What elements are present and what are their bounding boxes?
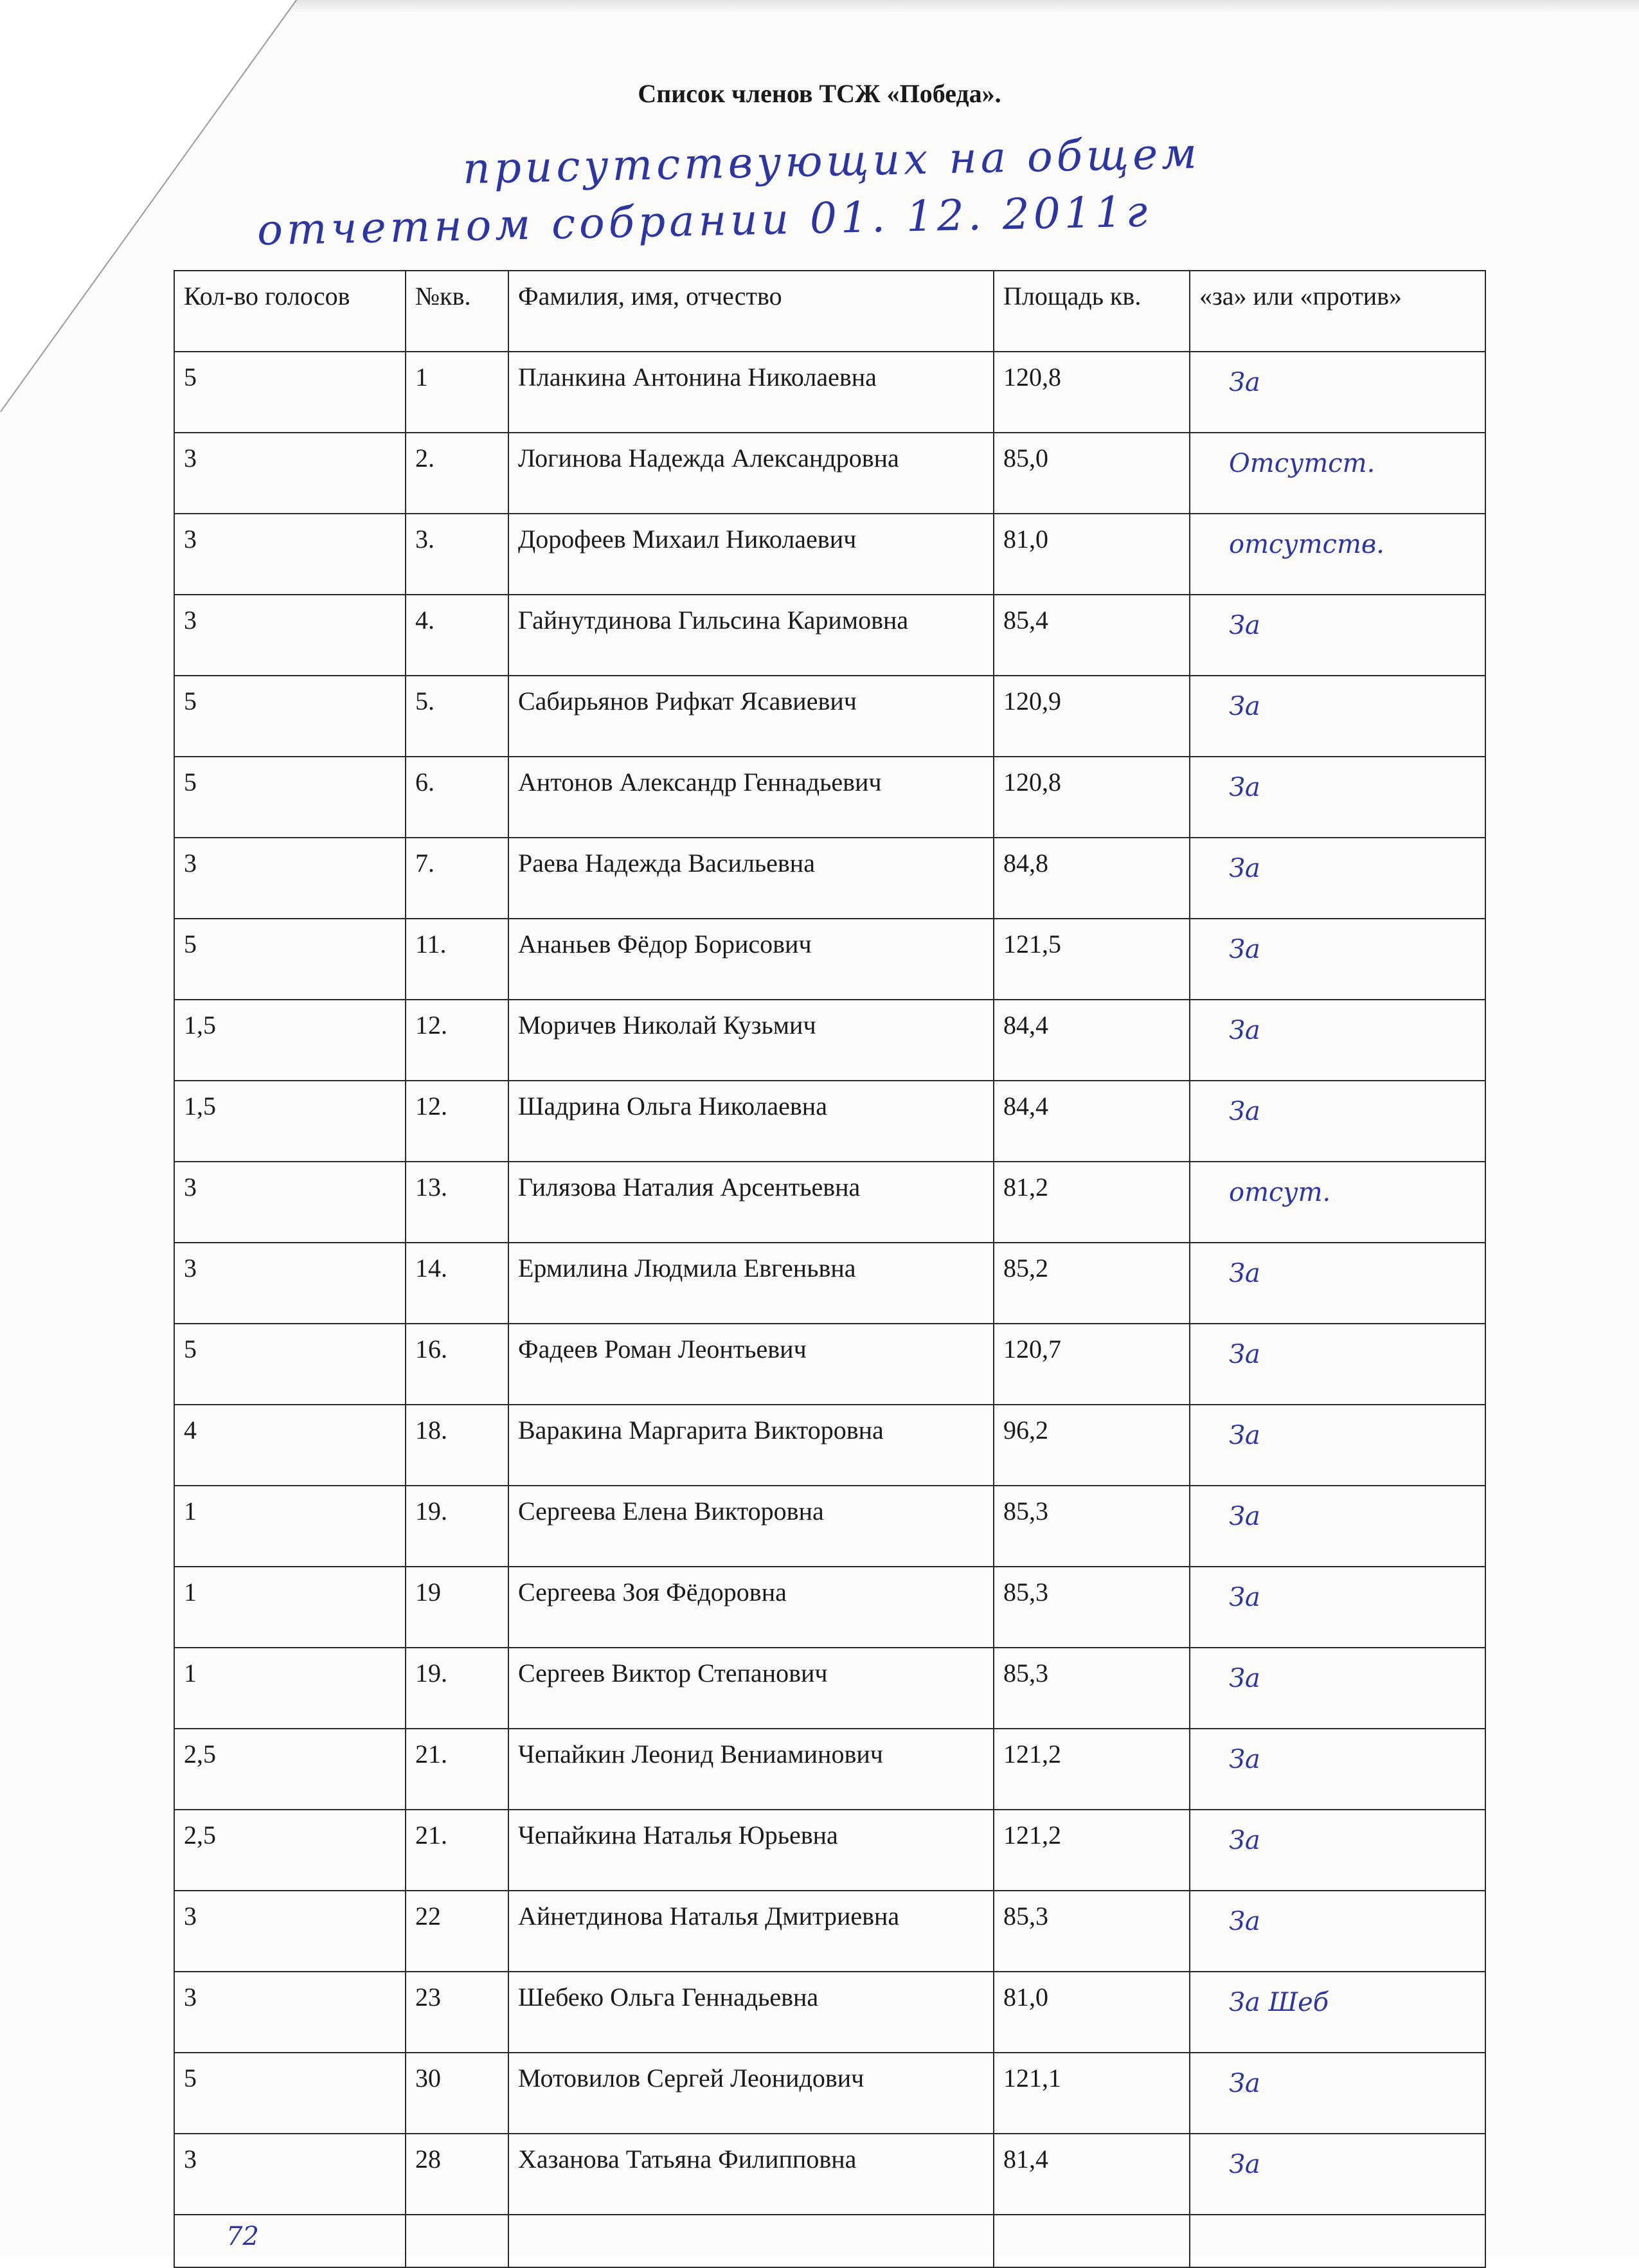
apartment-cell: 21. <box>406 1810 508 1891</box>
votes-cell: 5 <box>174 352 406 433</box>
area-cell: 121,5 <box>994 919 1190 1000</box>
vote-cell: За <box>1190 352 1485 433</box>
name-cell: Шадрина Ольга Николаевна <box>508 1081 994 1162</box>
area-cell: 84,4 <box>994 1000 1190 1081</box>
vote-cell: За <box>1190 919 1485 1000</box>
vote-cell: За <box>1190 1567 1485 1648</box>
header-votes: Кол-во голосов <box>174 271 406 352</box>
area-cell: 81,0 <box>994 514 1190 595</box>
area-cell: 85,4 <box>994 595 1190 676</box>
name-cell: Гайнутдинова Гильсина Каримовна <box>508 595 994 676</box>
name-cell: Сабирьянов Рифкат Ясавиевич <box>508 676 994 757</box>
vote-cell: За <box>1190 1486 1485 1567</box>
votes-cell: 3 <box>174 838 406 919</box>
vote-cell: За <box>1190 2053 1485 2134</box>
table-row <box>174 1405 1485 1486</box>
apartment-cell: 30 <box>406 2053 508 2134</box>
vote-cell: Отсутст. <box>1190 433 1485 514</box>
votes-cell: 2,5 <box>174 1810 406 1891</box>
name-cell: Варакина Маргарита Викторовна <box>508 1405 994 1486</box>
votes-cell: 3 <box>174 514 406 595</box>
vote-cell: отсут. <box>1190 1162 1485 1243</box>
votes-cell: 3 <box>174 1243 406 1324</box>
total-votes-cell: 72 <box>174 2215 406 2267</box>
apartment-cell: 3. <box>406 514 508 595</box>
apartment-cell: 19. <box>406 1648 508 1729</box>
name-cell: Дорофеев Михаил Николаевич <box>508 514 994 595</box>
table-row <box>174 676 1485 757</box>
apartment-cell: 23 <box>406 1972 508 2053</box>
vote-cell: За Шеб <box>1190 1972 1485 2053</box>
area-cell: 81,0 <box>994 1972 1190 2053</box>
table-body <box>174 352 1485 2267</box>
empty-cell <box>1190 2215 1485 2267</box>
table-row <box>174 1648 1485 1729</box>
votes-cell: 1,5 <box>174 1000 406 1081</box>
header-area: Площадь кв. <box>994 271 1190 352</box>
table-row <box>174 2053 1485 2134</box>
name-cell: Моричев Николай Кузьмич <box>508 1000 994 1081</box>
table-row <box>174 1324 1485 1405</box>
table-row <box>174 1000 1485 1081</box>
votes-cell: 5 <box>174 757 406 838</box>
apartment-cell: 21. <box>406 1729 508 1810</box>
area-cell: 120,7 <box>994 1324 1190 1405</box>
area-cell: 84,4 <box>994 1081 1190 1162</box>
name-cell: Логинова Надежда Александровна <box>508 433 994 514</box>
name-cell: Фадеев Роман Леонтьевич <box>508 1324 994 1405</box>
votes-cell: 1,5 <box>174 1081 406 1162</box>
apartment-cell: 13. <box>406 1162 508 1243</box>
vote-cell: За <box>1190 1243 1485 1324</box>
apartment-cell: 16. <box>406 1324 508 1405</box>
vote-cell: отсутств. <box>1190 514 1485 595</box>
votes-cell: 3 <box>174 595 406 676</box>
area-cell: 85,3 <box>994 1486 1190 1567</box>
document-title: Список членов ТСЖ «Победа». <box>638 79 1001 108</box>
apartment-cell: 2. <box>406 433 508 514</box>
vote-cell: За <box>1190 1648 1485 1729</box>
vote-cell: За <box>1190 1810 1485 1891</box>
name-cell: Айнетдинова Наталья Дмитриевна <box>508 1891 994 1972</box>
table-row <box>174 2134 1485 2215</box>
votes-cell: 1 <box>174 1648 406 1729</box>
votes-cell: 5 <box>174 1324 406 1405</box>
members-table <box>174 270 1486 2268</box>
apartment-cell: 7. <box>406 838 508 919</box>
votes-cell: 2,5 <box>174 1729 406 1810</box>
name-cell: Антонов Александр Геннадьевич <box>508 757 994 838</box>
votes-cell: 5 <box>174 919 406 1000</box>
name-cell: Ермилина Людмила Евгеньвна <box>508 1243 994 1324</box>
header-apartment: №кв. <box>406 271 508 352</box>
name-cell: Планкина Антонина Николаевна <box>508 352 994 433</box>
votes-cell: 3 <box>174 1162 406 1243</box>
name-cell: Хазанова Татьяна Филипповна <box>508 2134 994 2215</box>
name-cell: Гилязова Наталия Арсентьевна <box>508 1162 994 1243</box>
votes-cell: 5 <box>174 676 406 757</box>
area-cell: 121,2 <box>994 1810 1190 1891</box>
area-cell: 121,1 <box>994 2053 1190 2134</box>
apartment-cell: 19. <box>406 1486 508 1567</box>
apartment-cell: 4. <box>406 595 508 676</box>
area-cell: 85,2 <box>994 1243 1190 1324</box>
table-row <box>174 1972 1485 2053</box>
apartment-cell: 12. <box>406 1081 508 1162</box>
area-cell: 84,8 <box>994 838 1190 919</box>
apartment-cell: 14. <box>406 1243 508 1324</box>
vote-cell: За <box>1190 1000 1485 1081</box>
apartment-cell: 1 <box>406 352 508 433</box>
handwritten-heading-line-2: отчетном собрании 01. 12. 2011г <box>256 186 1152 255</box>
name-cell: Сергеева Зоя Фёдоровна <box>508 1567 994 1648</box>
name-cell: Сергеев Виктор Степанович <box>508 1648 994 1729</box>
votes-cell: 3 <box>174 2134 406 2215</box>
area-cell: 81,2 <box>994 1162 1190 1243</box>
table-row <box>174 1162 1485 1243</box>
votes-cell: 1 <box>174 1567 406 1648</box>
area-cell: 120,8 <box>994 757 1190 838</box>
table-row <box>174 919 1485 1000</box>
votes-cell: 3 <box>174 433 406 514</box>
area-cell: 85,3 <box>994 1567 1190 1648</box>
vote-cell: За <box>1190 838 1485 919</box>
area-cell: 85,0 <box>994 433 1190 514</box>
table-row <box>174 1243 1485 1324</box>
table-row <box>174 757 1485 838</box>
vote-cell: За <box>1190 1324 1485 1405</box>
vote-cell: За <box>1190 1081 1485 1162</box>
table-row <box>174 1486 1485 1567</box>
area-cell: 96,2 <box>994 1405 1190 1486</box>
area-cell: 81,4 <box>994 2134 1190 2215</box>
area-cell: 120,8 <box>994 352 1190 433</box>
header-vote: «за» или «против» <box>1190 271 1485 352</box>
vote-cell: За <box>1190 1405 1485 1486</box>
empty-cell <box>508 2215 994 2267</box>
apartment-cell: 12. <box>406 1000 508 1081</box>
vote-cell: За <box>1190 757 1485 838</box>
apartment-cell: 6. <box>406 757 508 838</box>
table-row <box>174 1891 1485 1972</box>
apartment-cell: 22 <box>406 1891 508 1972</box>
votes-cell: 4 <box>174 1405 406 1486</box>
area-cell: 120,9 <box>994 676 1190 757</box>
table-row <box>174 1810 1485 1891</box>
votes-cell: 5 <box>174 2053 406 2134</box>
table-total-row <box>174 2215 1485 2267</box>
name-cell: Сергеева Елена Викторовна <box>508 1486 994 1567</box>
votes-cell: 3 <box>174 1891 406 1972</box>
apartment-cell: 11. <box>406 919 508 1000</box>
name-cell: Раева Надежда Васильевна <box>508 838 994 919</box>
handwritten-heading-line-1: присутствующих на общем <box>462 128 1201 194</box>
header-name: Фамилия, имя, отчество <box>508 271 994 352</box>
table-row <box>174 1081 1485 1162</box>
empty-cell <box>406 2215 508 2267</box>
name-cell: Чепайкин Леонид Вениаминович <box>508 1729 994 1810</box>
vote-cell: За <box>1190 1891 1485 1972</box>
vote-cell: За <box>1190 595 1485 676</box>
table-row <box>174 1729 1485 1810</box>
vote-cell: За <box>1190 2134 1485 2215</box>
table-row <box>174 352 1485 433</box>
name-cell: Чепайкина Наталья Юрьевна <box>508 1810 994 1891</box>
table-row <box>174 838 1485 919</box>
votes-cell: 3 <box>174 1972 406 2053</box>
table-row <box>174 433 1485 514</box>
name-cell: Шебеко Ольга Геннадьевна <box>508 1972 994 2053</box>
vote-cell: За <box>1190 676 1485 757</box>
name-cell: Ананьев Фёдор Борисович <box>508 919 994 1000</box>
page-top-edge <box>283 0 1639 13</box>
table-header-row <box>174 271 1485 352</box>
apartment-cell: 19 <box>406 1567 508 1648</box>
empty-cell <box>994 2215 1190 2267</box>
apartment-cell: 5. <box>406 676 508 757</box>
area-cell: 121,2 <box>994 1729 1190 1810</box>
votes-cell: 1 <box>174 1486 406 1567</box>
apartment-cell: 18. <box>406 1405 508 1486</box>
area-cell: 85,3 <box>994 1648 1190 1729</box>
apartment-cell: 28 <box>406 2134 508 2215</box>
name-cell: Мотовилов Сергей Леонидович <box>508 2053 994 2134</box>
table-row <box>174 1567 1485 1648</box>
vote-cell: За <box>1190 1729 1485 1810</box>
table-row <box>174 514 1485 595</box>
area-cell: 85,3 <box>994 1891 1190 1972</box>
table-row <box>174 595 1485 676</box>
